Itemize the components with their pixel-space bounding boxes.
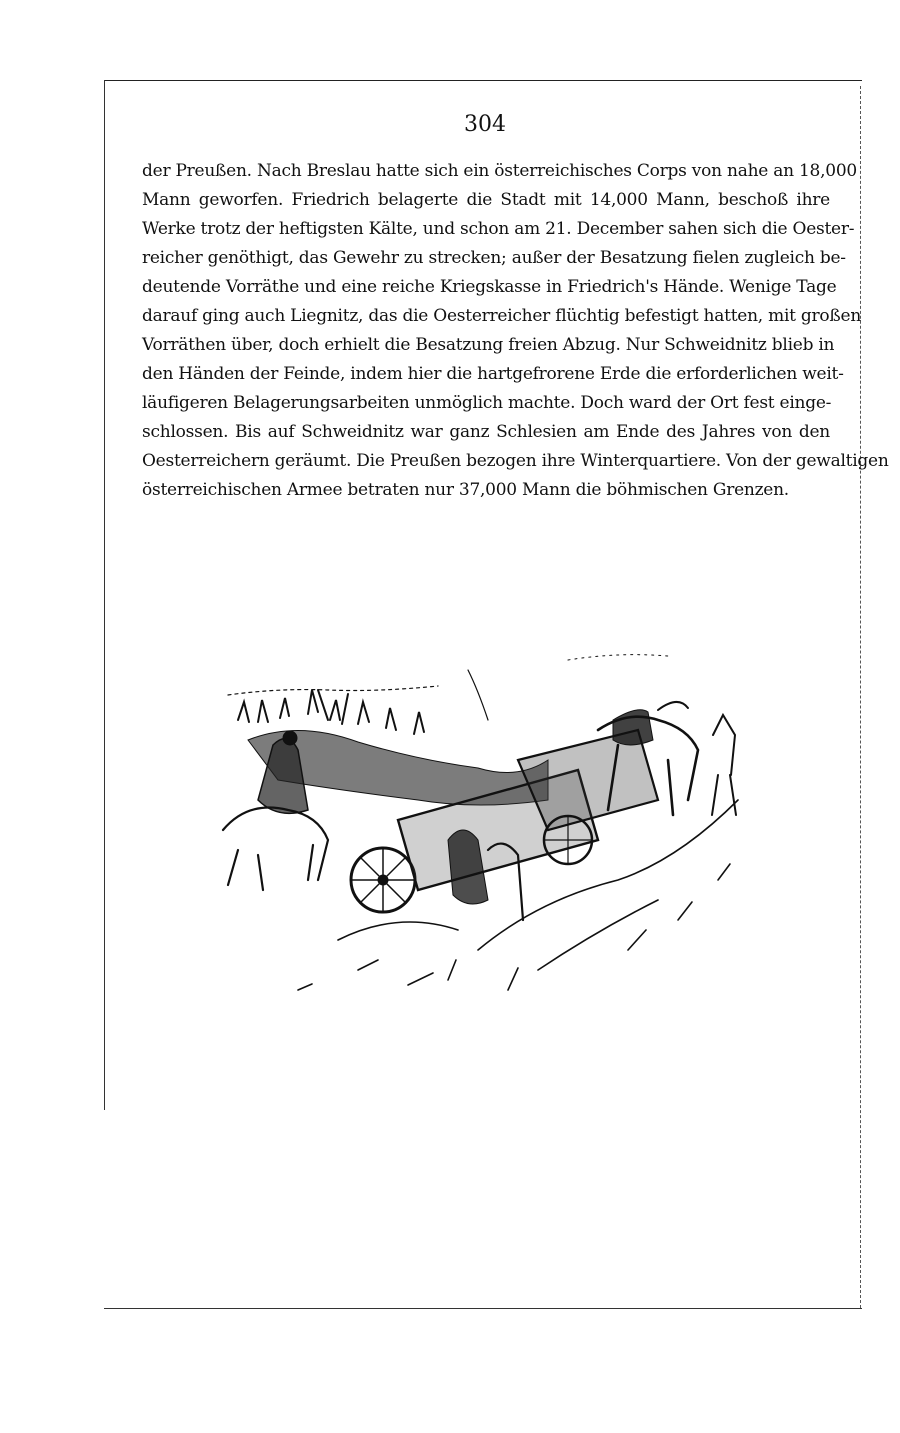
body-text (142, 157, 889, 505)
text-line: der Preußen. Nach Breslau hatte sich ein österreichisches Corps von nahe an 18,000 (142, 161, 857, 181)
text-line: läufigeren Belagerungsarbeiten unmöglich machte. Doch ward der Ort fest einge- (142, 393, 832, 413)
page-border-top (104, 80, 862, 81)
page-border-right (860, 86, 861, 1308)
text-line: darauf ging auch Liegnitz, das die Oesterreicher flüchtig befestigt hatten, mit großen (142, 306, 862, 326)
text-line: österreichischen Armee betraten nur 37,000 Mann die böhmischen Grenzen. (142, 480, 789, 500)
text-line: Mann geworfen. Friedrich belagerte die Stadt mit 14,000 Mann, beschoß ihre (142, 190, 830, 210)
text-line: Oesterreichern geräumt. Die Preußen bezogen ihre Winterquartiere. Von der gewaltigen (142, 451, 889, 471)
illustration-army-retreat (218, 650, 758, 1005)
text-line: Werke trotz der heftigsten Kälte, und schon am 21. December sahen sich die Oester- (142, 219, 855, 239)
page-border-left (104, 80, 105, 1110)
text-line: reicher genöthigt, das Gewehr zu strecken; außer der Besatzung fielen zugleich be- (142, 248, 846, 268)
text-line: schlossen. Bis auf Schweidnitz war ganz Schlesien am Ende des Jahres von den (142, 422, 830, 442)
text-line: den Händen der Feinde, indem hier die hartgefrorene Erde die erforderlichen weit- (142, 364, 844, 384)
page-border-bottom (104, 1308, 862, 1309)
text-line: deutende Vorräthe und eine reiche Kriegskasse in Friedrich's Hände. Wenige Tage (142, 277, 837, 297)
text-line: Vorräthen über, doch erhielt die Besatzung freien Abzug. Nur Schweidnitz blieb in (142, 335, 835, 355)
page-number: 304 (464, 112, 506, 137)
